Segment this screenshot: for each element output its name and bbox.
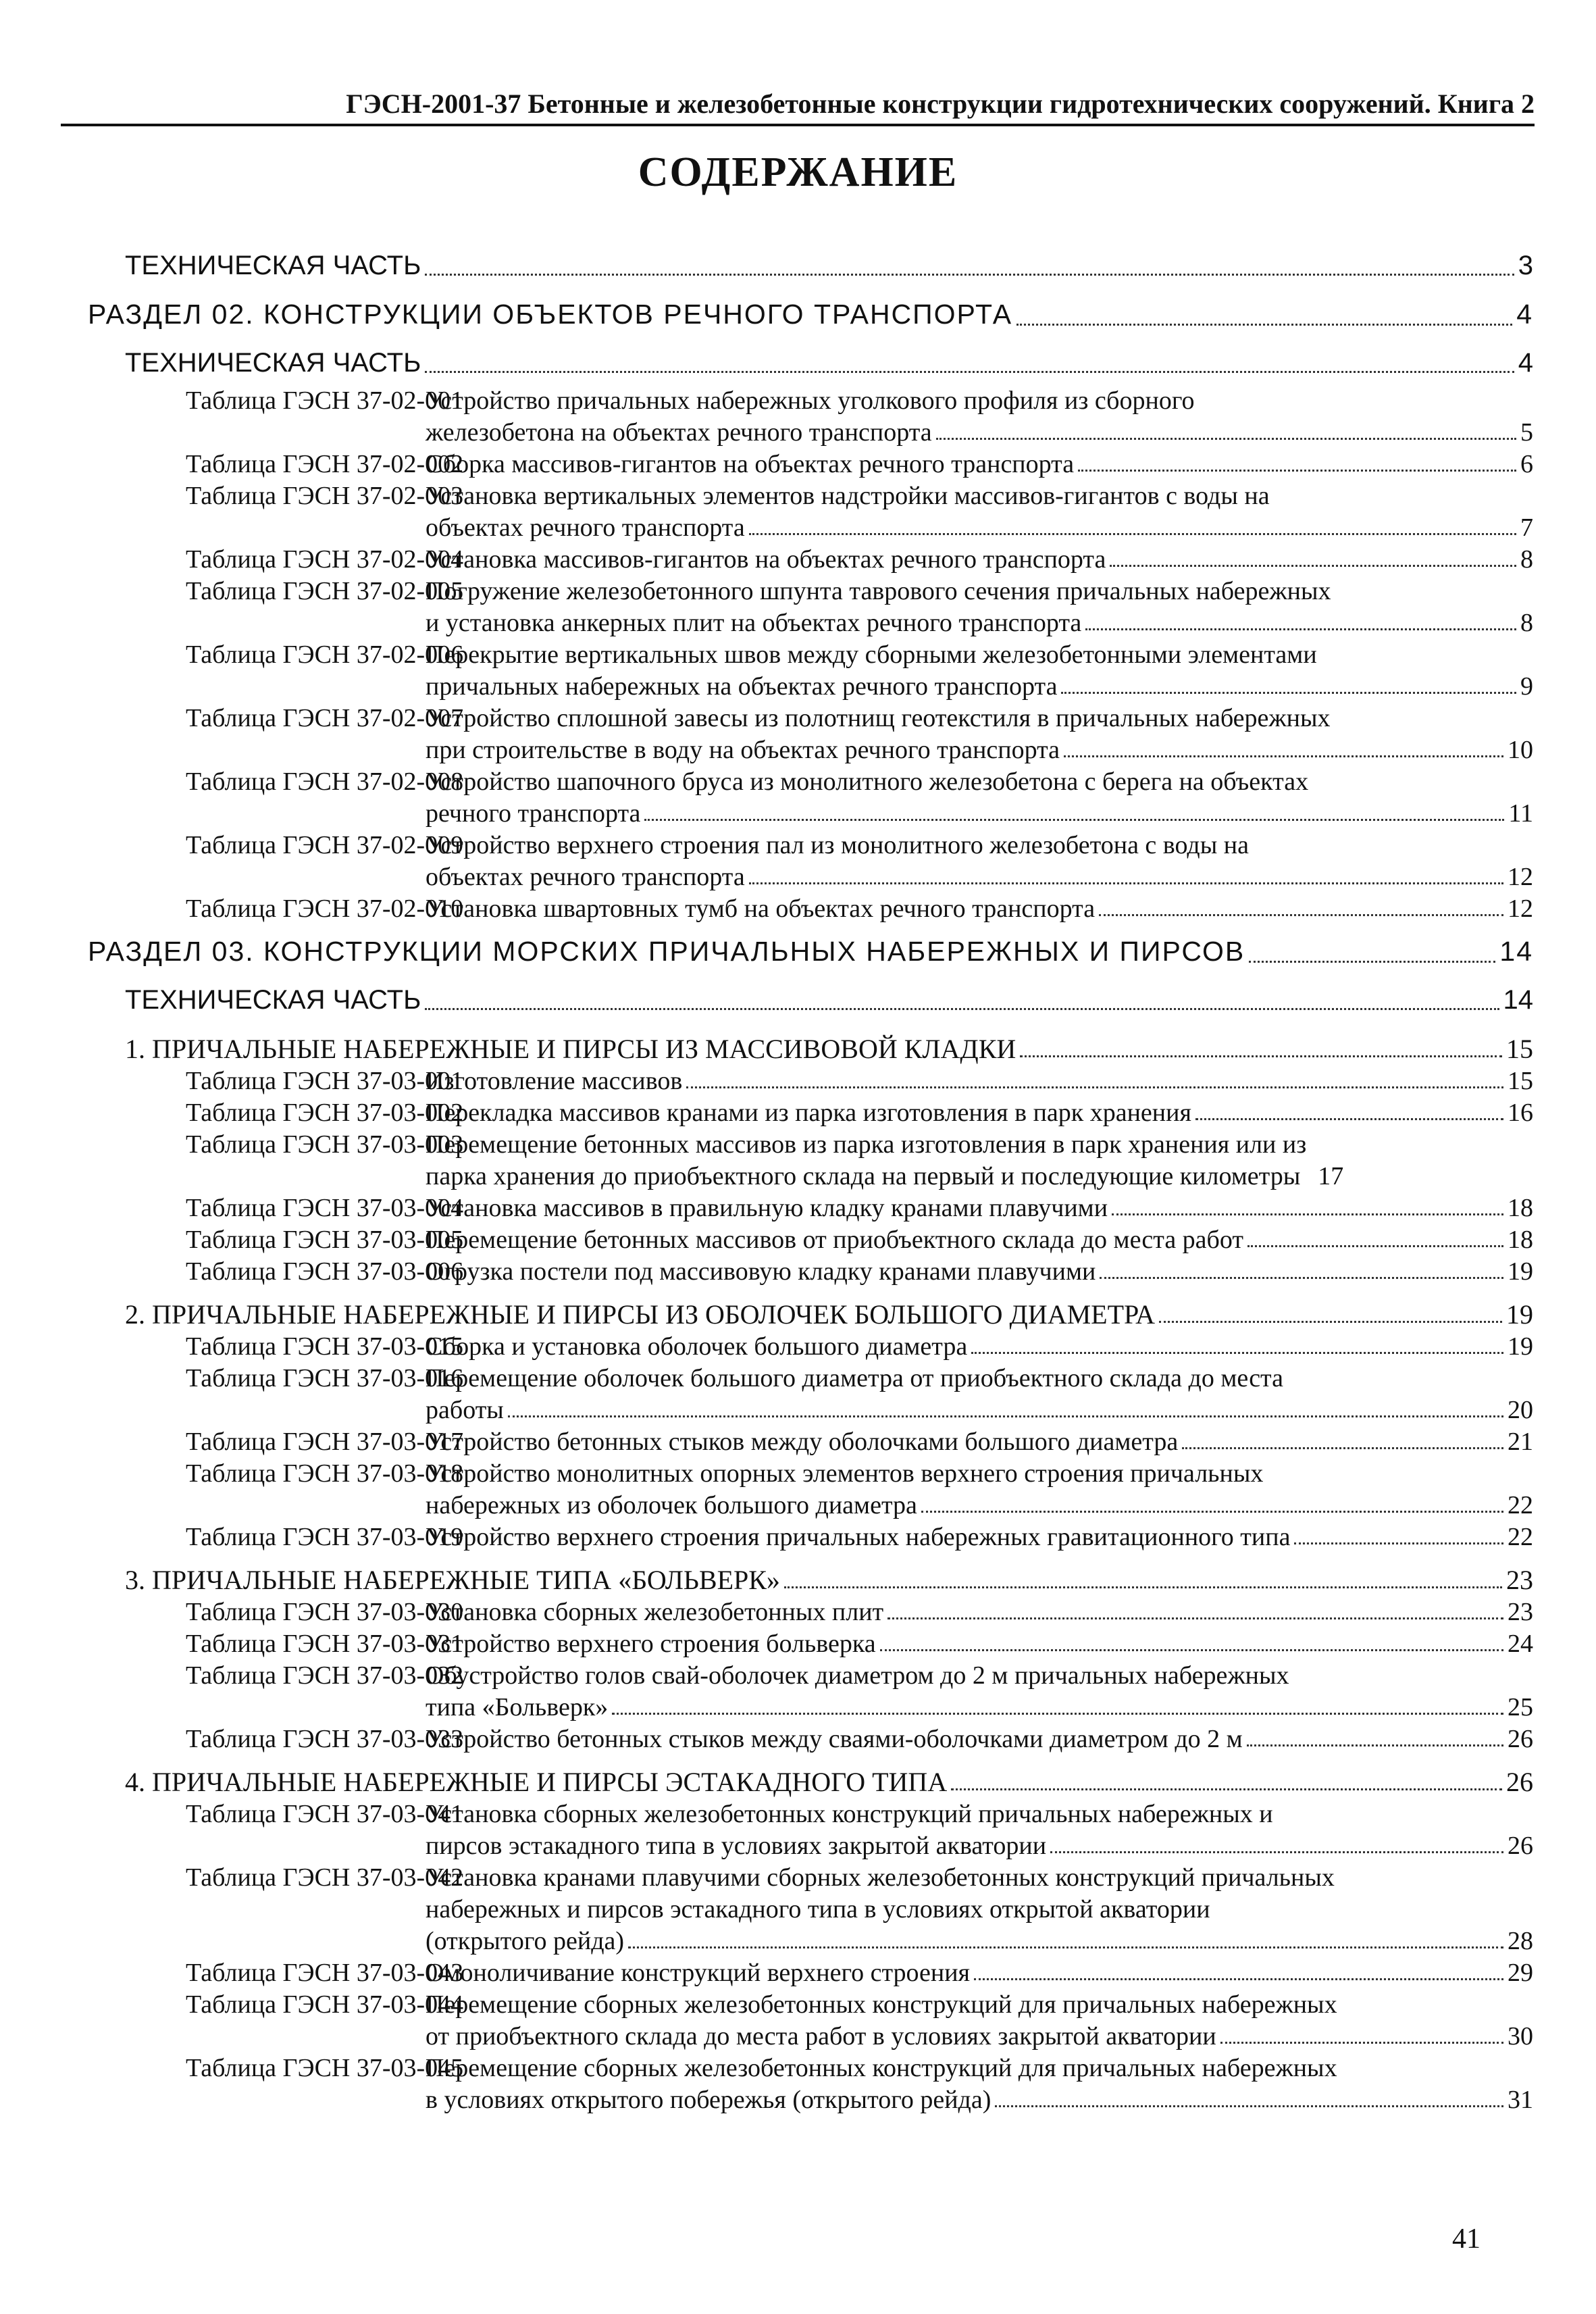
dot-leader xyxy=(1020,1055,1502,1057)
table-code: Таблица ГЭСН 37-03-015 xyxy=(186,1332,464,1361)
description-line: Устройство шапочного бруса из монолитного железобетона с берега на объектах xyxy=(426,768,1309,796)
description-line: Установка массивов-гигантов на объектах речного транспорта xyxy=(426,545,1106,574)
running-header: ГЭСН-2001-37 Бетонные и железобетонные конструкции гидротехнических сооружений. Книга 2 xyxy=(61,88,1535,126)
page-ref: 26 xyxy=(1508,1832,1533,1860)
dot-leader xyxy=(921,1511,1503,1513)
table-description xyxy=(426,1862,1533,1957)
table-description xyxy=(426,449,1533,480)
page-number: 41 xyxy=(1452,2223,1481,2255)
table-code: Таблица ГЭСН 37-03-018 xyxy=(186,1459,464,1488)
description-line: Обустройство голов свай-оболочек диаметром до 2 м причальных набережных xyxy=(426,1661,1289,1690)
toc-table-entry xyxy=(88,1799,1533,1862)
dot-leader xyxy=(1220,2042,1503,2044)
table-description xyxy=(426,576,1533,639)
dot-leader xyxy=(425,274,1514,276)
dot-leader xyxy=(887,1617,1503,1619)
table-description xyxy=(426,1256,1533,1288)
dot-leader xyxy=(749,882,1503,884)
page-ref: 22 xyxy=(1508,1523,1533,1551)
table-description xyxy=(426,1426,1533,1458)
table-description xyxy=(426,385,1533,449)
entry-label: ТЕХНИЧЕСКАЯ ЧАСТЬ xyxy=(125,250,421,280)
description-last-line xyxy=(426,1394,1533,1426)
description-line: Перемещение оболочек большого диаметра от приобъектного склада до места xyxy=(426,1364,1283,1392)
page-ref: 12 xyxy=(1508,863,1533,891)
entry-label: РАЗДЕЛ 02. КОНСТРУКЦИИ ОБЪЕКТОВ РЕЧНОГО ТРАНСПОРТА xyxy=(88,298,1013,330)
dot-leader xyxy=(1110,565,1516,567)
toc-technical-part xyxy=(88,243,1533,288)
page-ref: 28 xyxy=(1508,1927,1533,1955)
table-code: Таблица ГЭСН 37-03-041 xyxy=(186,1800,464,1828)
page-ref: 19 xyxy=(1508,1332,1533,1361)
description-line: Устройство причальных набережных уголкового профиля из сборного xyxy=(426,386,1195,415)
description-last-line xyxy=(426,449,1533,480)
page-ref: 9 xyxy=(1520,672,1533,701)
dot-leader xyxy=(1249,961,1495,963)
description-line: Сборка массивов-гигантов на объектах речного транспорта xyxy=(426,450,1075,478)
toc-table-entry xyxy=(88,385,1533,449)
toc-table-entry xyxy=(88,766,1533,830)
entry-label: ТЕХНИЧЕСКАЯ ЧАСТЬ xyxy=(125,984,421,1015)
table-code: Таблица ГЭСН 37-02-002 xyxy=(186,450,464,478)
toc-table-entry xyxy=(88,639,1533,703)
table-code: Таблица ГЭСН 37-02-005 xyxy=(186,577,464,605)
table-description xyxy=(426,1192,1533,1224)
description-line: речного транспорта xyxy=(426,799,641,828)
table-description xyxy=(426,1957,1533,1989)
dot-leader xyxy=(1112,1213,1503,1215)
table-description xyxy=(426,1724,1533,1755)
table-code: Таблица ГЭСН 37-03-016 xyxy=(186,1364,464,1392)
entry-label: 1. ПРИЧАЛЬНЫЕ НАБЕРЕЖНЫЕ И ПИРСЫ ИЗ МАССИВОВОЙ КЛАДКИ xyxy=(125,1034,1016,1064)
page-ref: 5 xyxy=(1520,418,1533,447)
description-last-line xyxy=(426,1490,1533,1521)
table-code: Таблица ГЭСН 37-02-006 xyxy=(186,640,464,669)
description-line: Установка массивов в правильную кладку кранами плавучими xyxy=(426,1194,1108,1222)
table-description xyxy=(426,1596,1533,1628)
table-description xyxy=(426,1065,1533,1097)
description-last-line xyxy=(426,1331,1533,1363)
description-last-line xyxy=(426,1192,1533,1224)
toc-table-entry xyxy=(88,480,1533,544)
toc-table-entry xyxy=(88,1628,1533,1660)
table-description xyxy=(426,830,1533,893)
table-description xyxy=(426,1660,1533,1724)
table-code: Таблица ГЭСН 37-03-019 xyxy=(186,1523,464,1551)
page-ref: 17 xyxy=(1318,1162,1344,1190)
dot-leader xyxy=(425,371,1514,373)
table-code: Таблица ГЭСН 37-02-010 xyxy=(186,895,464,923)
dot-leader xyxy=(1016,324,1512,326)
page-ref: 4 xyxy=(1518,347,1533,378)
table-code: Таблица ГЭСН 37-02-007 xyxy=(186,704,464,732)
table-code: Таблица ГЭСН 37-03-032 xyxy=(186,1661,464,1690)
dot-leader xyxy=(1100,1277,1503,1279)
description-line: Установка сборных железобетонных конструкций причальных набережных и xyxy=(426,1800,1273,1828)
toc-group xyxy=(88,1564,1533,1596)
dot-leader xyxy=(644,819,1504,821)
toc-table-entry xyxy=(88,1989,1533,2053)
description-last-line xyxy=(426,1224,1533,1256)
toc-table-entry xyxy=(88,1129,1533,1192)
table-description xyxy=(426,639,1533,703)
description-line: Погружение железобетонного шпунта таврового сечения причальных набережных xyxy=(426,577,1331,605)
description-line: Перекрытие вертикальных швов между сборными железобетонными элементами xyxy=(426,640,1317,669)
page-ref: 24 xyxy=(1508,1630,1533,1658)
page-ref: 16 xyxy=(1508,1099,1533,1127)
description-line: работы xyxy=(426,1396,504,1424)
toc-table-entry xyxy=(88,1065,1533,1097)
description-line: набережных из оболочек большого диаметра xyxy=(426,1491,917,1519)
table-description xyxy=(426,766,1533,830)
page-ref: 15 xyxy=(1508,1067,1533,1095)
page-ref: 11 xyxy=(1508,799,1533,828)
description-line: объектах речного транспорта xyxy=(426,863,745,891)
description-line: Омоноличивание конструкций верхнего строения xyxy=(426,1959,971,1987)
page-ref: 21 xyxy=(1508,1428,1533,1456)
toc-group xyxy=(88,1766,1533,1799)
table-description xyxy=(426,1331,1533,1363)
toc-table-entry xyxy=(88,1097,1533,1129)
page-ref: 22 xyxy=(1508,1491,1533,1519)
description-line: парка хранения до приобъектного склада на первый и последующие километры xyxy=(426,1162,1301,1190)
table-code: Таблица ГЭСН 37-03-042 xyxy=(186,1863,464,1892)
page-ref: 23 xyxy=(1508,1598,1533,1626)
toc-table-entry xyxy=(88,830,1533,893)
toc-table-entry xyxy=(88,703,1533,766)
table-code: Таблица ГЭСН 37-03-033 xyxy=(186,1725,464,1753)
description-line: Перемещение сборных железобетонных конструкций для причальных набережных xyxy=(426,2054,1337,2082)
toc-section xyxy=(88,925,1533,978)
description-line: и установка анкерных плит на объектах речного транспорта xyxy=(426,609,1082,637)
description-line: Установка сборных железобетонных плит xyxy=(426,1598,884,1626)
description-last-line xyxy=(426,2084,1533,2116)
toc-table-entry xyxy=(88,2053,1533,2116)
toc-table-entry xyxy=(88,1192,1533,1224)
toc-table-entry xyxy=(88,1596,1533,1628)
description-line: в условиях открытого побережья (открытого рейда) xyxy=(426,2086,992,2114)
dot-leader xyxy=(1050,1851,1503,1853)
description-last-line xyxy=(426,1724,1533,1755)
description-last-line xyxy=(426,1065,1533,1097)
dot-leader xyxy=(880,1649,1503,1651)
page-ref: 6 xyxy=(1520,450,1533,478)
table-code: Таблица ГЭСН 37-02-008 xyxy=(186,768,464,796)
table-description xyxy=(426,480,1533,544)
page-ref: 18 xyxy=(1508,1226,1533,1254)
toc-table-entry xyxy=(88,576,1533,639)
table-code: Таблица ГЭСН 37-03-043 xyxy=(186,1959,464,1987)
entry-label: ТЕХНИЧЕСКАЯ ЧАСТЬ xyxy=(125,347,421,378)
toc-table-entry xyxy=(88,1660,1533,1724)
description-line: Устройство бетонных стыков между оболочками большого диаметра xyxy=(426,1428,1179,1456)
table-code: Таблица ГЭСН 37-03-044 xyxy=(186,1990,464,2019)
description-last-line xyxy=(426,1426,1533,1458)
toc-group xyxy=(88,1033,1533,1065)
dot-leader xyxy=(1294,1542,1503,1544)
description-line: Устройство верхнего строения пал из монолитного железобетона с воды на xyxy=(426,831,1249,859)
dot-leader xyxy=(1064,755,1503,757)
page-ref: 23 xyxy=(1506,1565,1533,1595)
description-last-line xyxy=(426,671,1533,703)
entry-label: 4. ПРИЧАЛЬНЫЕ НАБЕРЕЖНЫЕ И ПИРСЫ ЭСТАКАДНОГО ТИПА xyxy=(125,1767,948,1797)
description-line: пирсов эстакадного типа в условиях закрытой акватории xyxy=(426,1832,1047,1860)
dot-leader xyxy=(995,2105,1503,2107)
table-code: Таблица ГЭСН 37-03-031 xyxy=(186,1630,464,1658)
toc-table-entry xyxy=(88,1256,1533,1288)
dot-leader xyxy=(1159,1321,1502,1323)
description-last-line xyxy=(426,1628,1533,1660)
description-last-line xyxy=(426,893,1533,925)
table-description xyxy=(426,1799,1533,1862)
toc-table-entry xyxy=(88,1458,1533,1521)
description-last-line xyxy=(426,1926,1533,1957)
page-ref: 18 xyxy=(1508,1194,1533,1222)
description-line: Сборка и установка оболочек большого диаметра xyxy=(426,1332,968,1361)
page-ref: 26 xyxy=(1508,1725,1533,1753)
description-line: Изготовление массивов xyxy=(426,1067,683,1095)
page-ref: 14 xyxy=(1503,984,1533,1015)
page-ref: 30 xyxy=(1508,2022,1533,2051)
table-description xyxy=(426,893,1533,925)
dot-leader xyxy=(425,1008,1499,1010)
table-of-contents xyxy=(88,243,1533,2116)
description-line: от приобъектного склада до места работ в условиях закрытой акватории xyxy=(426,2022,1216,2051)
toc-technical-part xyxy=(88,978,1533,1022)
dot-leader xyxy=(1247,1744,1503,1746)
dot-leader xyxy=(1078,470,1516,472)
table-code: Таблица ГЭСН 37-02-004 xyxy=(186,545,464,574)
description-line: Установка швартовных тумб на объектах речного транспорта xyxy=(426,895,1096,923)
page-ref: 25 xyxy=(1508,1693,1533,1721)
description-line: Перекладка массивов кранами из парка изготовления в парк хранения xyxy=(426,1099,1191,1127)
description-line: (открытого рейда) xyxy=(426,1927,625,1955)
entry-label: РАЗДЕЛ 03. КОНСТРУКЦИИ МОРСКИХ ПРИЧАЛЬНЫХ НАБЕРЕЖНЫХ И ПИРСОВ xyxy=(88,935,1245,967)
page-ref: 29 xyxy=(1508,1959,1533,1987)
table-description xyxy=(426,1224,1533,1256)
description-line: Перемещение бетонных массивов от приобъектного склада до места работ xyxy=(426,1226,1243,1254)
dot-leader xyxy=(971,1352,1503,1354)
dot-leader xyxy=(749,533,1516,535)
dot-leader xyxy=(686,1086,1503,1088)
description-line: набережных и пирсов эстакадного типа в условиях открытой акватории xyxy=(426,1895,1210,1923)
table-code: Таблица ГЭСН 37-03-003 xyxy=(186,1130,464,1159)
dot-leader xyxy=(1085,628,1516,630)
description-line: Устройство верхнего строения больверка xyxy=(426,1630,876,1658)
table-code: Таблица ГЭСН 37-03-002 xyxy=(186,1099,464,1127)
page-ref: 19 xyxy=(1506,1299,1533,1330)
description-last-line xyxy=(426,607,1533,639)
table-code: Таблица ГЭСН 37-03-001 xyxy=(186,1067,464,1095)
description-last-line xyxy=(426,1830,1533,1862)
toc-table-entry xyxy=(88,1426,1533,1458)
description-last-line xyxy=(426,1521,1533,1553)
toc-section xyxy=(88,288,1533,341)
description-line: Устройство монолитных опорных элементов верхнего строения причальных xyxy=(426,1459,1264,1488)
dot-leader xyxy=(936,438,1516,440)
toc-table-entry xyxy=(88,544,1533,576)
toc-table-entry xyxy=(88,1521,1533,1553)
table-description xyxy=(426,1097,1533,1129)
dot-leader xyxy=(784,1586,1502,1588)
description-line: Устройство верхнего строения причальных набережных гравитационного типа xyxy=(426,1523,1291,1551)
description-line: Перемещение бетонных массивов из парка изготовления в парк хранения или из xyxy=(426,1130,1307,1159)
description-last-line xyxy=(426,798,1533,830)
description-last-line xyxy=(426,2021,1533,2053)
description-last-line xyxy=(426,1256,1533,1288)
table-description xyxy=(426,2053,1533,2116)
description-last-line xyxy=(426,1097,1533,1129)
page-ref: 4 xyxy=(1516,298,1533,330)
table-description xyxy=(426,1989,1533,2053)
page-title: СОДЕРЖАНИЕ xyxy=(638,149,958,195)
description-line: Огрузка постели под массивовую кладку кранами плавучими xyxy=(426,1257,1096,1286)
dot-leader xyxy=(1182,1447,1503,1449)
description-line: Устройство бетонных стыков между сваями-оболочками диаметром до 2 м xyxy=(426,1725,1243,1753)
dot-leader xyxy=(1061,692,1516,694)
description-last-line xyxy=(426,1957,1533,1989)
dot-leader xyxy=(974,1978,1503,1980)
description-line: Перемещение сборных железобетонных конструкций для причальных набережных xyxy=(426,1990,1337,2019)
page-ref: 12 xyxy=(1508,895,1533,923)
description-last-line xyxy=(426,1596,1533,1628)
toc-group xyxy=(88,1299,1533,1331)
toc-table-entry xyxy=(88,1224,1533,1256)
description-line: причальных набережных на объектах речного транспорта xyxy=(426,672,1058,701)
toc-table-entry xyxy=(88,1363,1533,1426)
dot-leader xyxy=(1247,1245,1503,1247)
description-line: железобетона на объектах речного транспорта xyxy=(426,418,932,447)
page-ref: 31 xyxy=(1508,2086,1533,2114)
page-ref: 7 xyxy=(1520,513,1533,542)
table-description xyxy=(426,1521,1533,1553)
toc-table-entry xyxy=(88,1724,1533,1755)
table-code: Таблица ГЭСН 37-03-005 xyxy=(186,1226,464,1254)
description-last-line xyxy=(426,1692,1533,1724)
table-description xyxy=(426,1628,1533,1660)
dot-leader xyxy=(508,1415,1503,1417)
table-code: Таблица ГЭСН 37-02-003 xyxy=(186,482,464,510)
toc-table-entry xyxy=(88,449,1533,480)
table-code: Таблица ГЭСН 37-03-017 xyxy=(186,1428,464,1456)
table-code: Таблица ГЭСН 37-03-030 xyxy=(186,1598,464,1626)
table-description xyxy=(426,544,1533,576)
description-line: Устройство сплошной завесы из полотнищ геотекстиля в причальных набережных xyxy=(426,704,1331,732)
table-code: Таблица ГЭСН 37-03-006 xyxy=(186,1257,464,1286)
table-code: Таблица ГЭСН 37-02-001 xyxy=(186,386,464,415)
table-code: Таблица ГЭСН 37-02-009 xyxy=(186,831,464,859)
page-ref: 8 xyxy=(1520,609,1533,637)
dot-leader xyxy=(612,1713,1503,1715)
table-code: Таблица ГЭСН 37-03-045 xyxy=(186,2054,464,2082)
toc-table-entry xyxy=(88,1862,1533,1957)
description-last-line xyxy=(426,417,1533,449)
table-description xyxy=(426,1129,1533,1192)
page-ref: 10 xyxy=(1508,736,1533,764)
entry-label: 2. ПРИЧАЛЬНЫЕ НАБЕРЕЖНЫЕ И ПИРСЫ ИЗ ОБОЛОЧЕК БОЛЬШОГО ДИАМЕТРА xyxy=(125,1299,1156,1330)
table-description xyxy=(426,1458,1533,1521)
page-ref: 19 xyxy=(1508,1257,1533,1286)
toc-table-entry xyxy=(88,1331,1533,1363)
entry-label: 3. ПРИЧАЛЬНЫЕ НАБЕРЕЖНЫЕ ТИПА «БОЛЬВЕРК» xyxy=(125,1565,780,1595)
description-line: объектах речного транспорта xyxy=(426,513,745,542)
description-last-line xyxy=(426,1161,1533,1192)
page-ref: 20 xyxy=(1508,1396,1533,1424)
description-last-line xyxy=(426,544,1533,576)
table-description xyxy=(426,1363,1533,1426)
page-ref: 3 xyxy=(1518,250,1533,280)
dot-leader xyxy=(1099,914,1503,916)
description-line: при строительстве в воду на объектах речного транспорта xyxy=(426,736,1060,764)
table-description xyxy=(426,703,1533,766)
toc-technical-part xyxy=(88,341,1533,385)
page-ref: 15 xyxy=(1506,1034,1533,1064)
description-last-line xyxy=(426,512,1533,544)
description-last-line xyxy=(426,861,1533,893)
dot-leader xyxy=(1195,1118,1503,1120)
description-line: типа «Больверк» xyxy=(426,1693,609,1721)
page-ref: 8 xyxy=(1520,545,1533,574)
table-code: Таблица ГЭСН 37-03-004 xyxy=(186,1194,464,1222)
description-last-line xyxy=(426,734,1533,766)
dot-leader xyxy=(628,1946,1503,1948)
description-line: Установка кранами плавучими сборных железобетонных конструкций причальных xyxy=(426,1863,1335,1892)
description-line: Установка вертикальных элементов надстройки массивов-гигантов с воды на xyxy=(426,482,1270,510)
toc-table-entry xyxy=(88,893,1533,925)
page-ref: 14 xyxy=(1499,935,1533,967)
toc-table-entry xyxy=(88,1957,1533,1989)
page-ref: 26 xyxy=(1506,1767,1533,1797)
dot-leader xyxy=(951,1788,1502,1790)
